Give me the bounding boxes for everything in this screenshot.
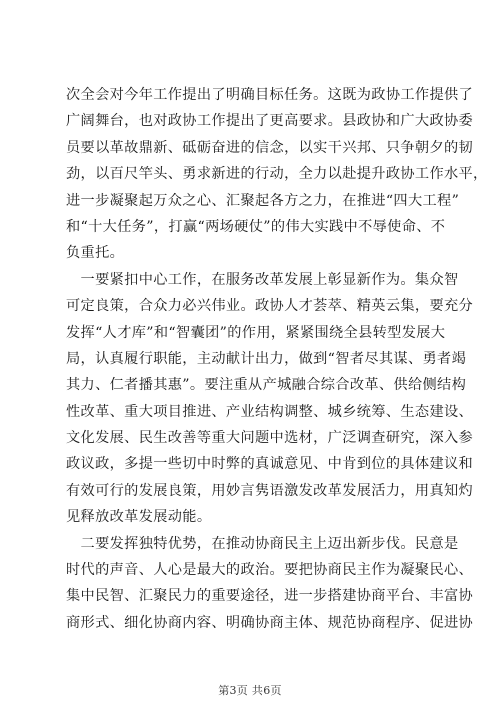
- document-body: [66, 82, 488, 636]
- text-line: 局，认真履行职能，主动献计出力，做到“智者尽其谋、勇者竭: [66, 350, 467, 367]
- text-line: 一要紧扣中心工作，在服务改革发展上彰显新作为。集众智: [66, 271, 459, 288]
- text-line: 二要发挥独特优势，在推动协商民主上迈出新步伐。民意是: [66, 535, 459, 552]
- text-line: 进一步凝聚起万众之心、汇聚起各方之力，在推进“四大工程”: [66, 192, 460, 209]
- text-line: 和“十大任务”，打赢“两场硬仗”的伟大实践中不辱使命、不: [66, 218, 446, 235]
- text-line: 商形式、细化协商内容、明确协商主体、规范协商程序、促进协: [66, 614, 474, 631]
- text-line: 政议政，多提一些切中时弊的真诚意见、中肯到位的具体建议和: [66, 456, 474, 473]
- text-line: 文化发展、民生改善等重大问题中选材，广泛调查研究，深入参: [66, 430, 474, 447]
- text-line: 其力、仁者播其惠”。要注重从产城融合综合改革、供给侧结构: [66, 377, 467, 394]
- text-line: 劲，以百尺竿头、勇求新进的行动，全力以赴提升政协工作水平，: [66, 166, 488, 183]
- paragraph-point-one: [66, 267, 474, 531]
- page-number-footer: 第3页 共6页: [218, 684, 282, 697]
- text-line: 性改革、重大项目推进、产业结构调整、城乡统筹、生态建设、: [66, 403, 474, 420]
- text-line: 负重托。: [66, 245, 125, 262]
- text-line: 见释放改革发展动能。: [66, 509, 212, 526]
- text-line: 可定良策，合众力必兴伟业。政协人才荟萃、精英云集，要充分: [66, 298, 474, 315]
- text-line: 广阔舞台，也对政协工作提出了更高要求。县政协和广大政协委: [66, 113, 474, 130]
- text-line: 时代的声音、人心是最大的政治。要把协商民主作为凝聚民心、: [66, 562, 474, 579]
- text-line: 有效可行的发展良策，用妙言隽语激发改革发展活力，用真知灼: [66, 482, 474, 499]
- text-line: 次全会对今年工作提出了明确目标任务。这既为政协工作提供了: [66, 87, 474, 103]
- text-line: 员要以革故鼎新、砥砺奋进的信念，以实干兴邦、只争朝夕的韧: [66, 139, 474, 156]
- paragraph-point-two: [66, 531, 474, 637]
- text-line: 集中民智、汇聚民力的重要途径，进一步搭建协商平台、丰富协: [66, 588, 474, 605]
- paragraph-intro: [66, 82, 488, 267]
- text-line: 发挥“人才库”和“智囊团”的作用，紧紧围绕全县转型发展大: [66, 324, 446, 341]
